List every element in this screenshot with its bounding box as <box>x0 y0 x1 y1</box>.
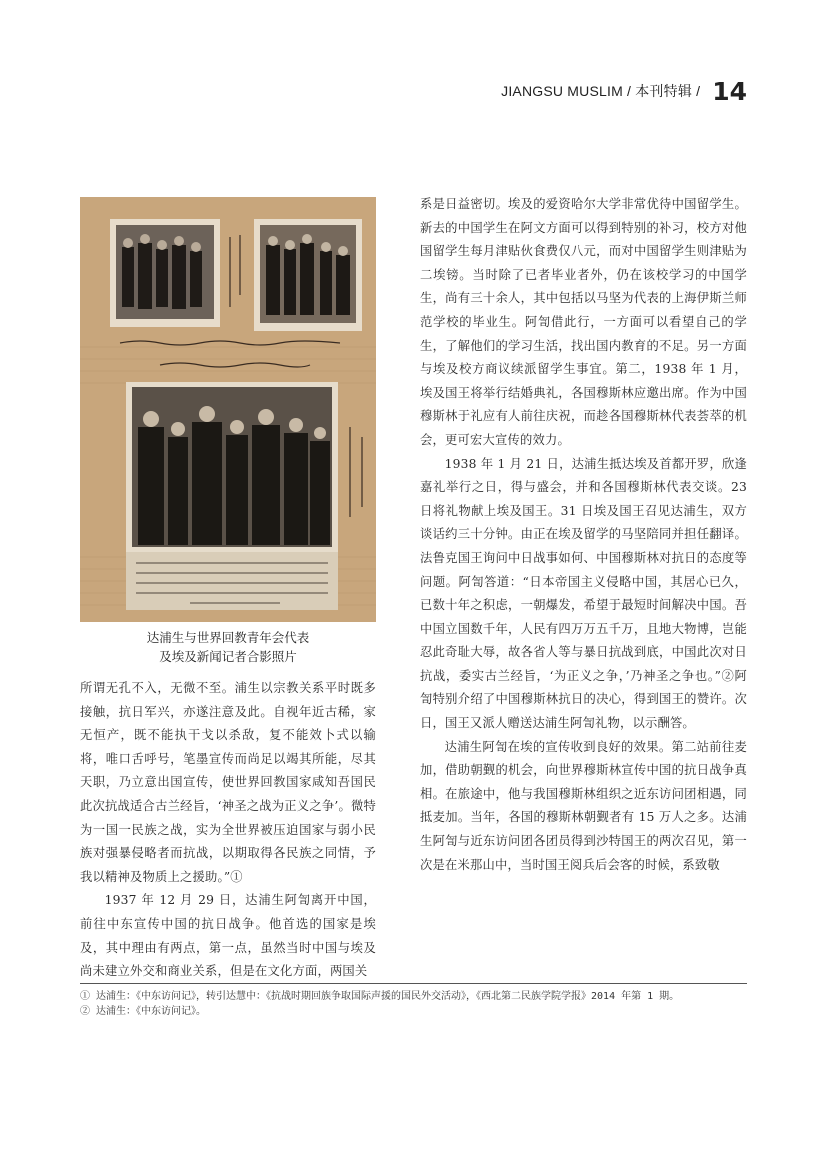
historical-photo-scrapbook <box>80 197 376 622</box>
paragraph: 1937 年 12 月 29 日，达浦生阿訇离开中国，前往中东宣传中国的抗日战争。他首选的国家是埃及，其中理由有两点，第一点，虽然当时中国与埃及尚未建立外交和商业关系，但是在文化方面，两国关 <box>80 893 376 979</box>
page-number: 14 <box>712 76 747 106</box>
paragraph: 所谓无孔不入，无微不至。浦生以宗教关系平时既多接触，抗日军兴，亦遂注意及此。自视年近古稀，家无恒产，既不能执干戈以杀敌，复不能效卜式以输将，唯口舌呼号，笔墨宣传而尚足以竭其所能，尽其天职，乃立意出国宣传，使世界回教国家咸知吾国民此次抗战适合古兰经旨，‘神圣之战为正义之争’。微特为一国一民族之战，实为全世界被压迫国家与弱小民族对强暴侵略者而抗战，以期取得各民族之同情，予我以精神及物质上之援助。”① <box>80 681 376 884</box>
paragraph: 系是日益密切。埃及的爱资哈尔大学非常优待中国留学生。新去的中国学生在阿文方面可以得到特别的补习，校方对他国留学生每月津贴伙食费仅八元，而对中国留学生则津贴为二埃镑。当时除了已者毕业者外，仍在该校学习的中国学生，尚有三十余人，其中包括以马坚为代表的上海伊斯兰师范学校的毕业生。阿訇借此行，一方面可以看望自己的学生，了解他们的学习生活，找出国内教育的不足。另一方面与埃及校方商议续派留学生事宜。第二，1938 年 1 月，埃及国王将举行结婚典礼，各国穆斯林应邀出席。作为中国穆斯林于礼应有人前往庆祝，而趁各国穆斯林代表荟萃的机会，更可宏大宣传的效力。 <box>420 197 747 447</box>
caption-line: 达浦生与世界回教青年会代表 <box>146 630 310 645</box>
left-text-column <box>80 677 376 984</box>
footnote-divider <box>80 983 747 984</box>
page-header <box>501 76 747 106</box>
footnotes <box>80 989 747 1019</box>
paragraph: 1938 年 1 月 21 日，达浦生抵达埃及首都开罗，欣逢嘉礼举行之日，得与盛会，并和各国穆斯林代表交谈。23 日将礼物献上埃及国王。31 日埃及国王召见达浦生，双方谈话约三十分钟。由正在埃及留学的马坚陪同并担任翻译。法鲁克国王询问中日战事如何、中国穆斯林对抗日的态度等问题。阿訇答道：“日本帝国主义侵略中国，其居心已久，已数十年之积虑，一朝爆发，希望于最短时间解决中国。吾中国立国数千年，人民有四万万五千万，且地大物博，岂能忍此奇耻大辱，故各省人等与暴日抗战到底，中国此次对日抗战，委实古兰经旨，‘为正义之争，’乃神圣之争也。”②阿訇特别介绍了中国穆斯林抗日的决心，得到国王的赞许。次日，国王又派人赠送达浦生阿訇礼物，以示酬答。 <box>420 456 747 731</box>
magazine-title: JIANGSU MUSLIM / 本刊特辑 / <box>501 83 701 99</box>
caption-line: 及埃及新闻记者合影照片 <box>159 649 297 664</box>
photo-caption <box>80 628 376 666</box>
right-text-column <box>420 193 747 877</box>
footnote: ① 达浦生：《中东访问记》，转引达慧中：《抗战时期回族争取国际声援的国民外交活动》，《西北第二民族学院学报》2014 年第 1 期。 <box>80 991 680 1002</box>
footnote: ② 达浦生：《中东访问记》。 <box>80 1006 207 1017</box>
paragraph: 达浦生阿訇在埃的宣传收到良好的效果。第二站前往麦加，借助朝觐的机会，向世界穆斯林宣传中国的抗日战争真相。在旅途中，他与我国穆斯林组织之近东访问团相遇，同抵麦加。当年，各国的穆斯林朝觐者有 15 万人之多。达浦生阿訇与近东访问团各团员得到沙特国王的两次召见，第一次是在米那山中，当时国王阅兵后会客的时候，系致敬 <box>420 739 747 872</box>
